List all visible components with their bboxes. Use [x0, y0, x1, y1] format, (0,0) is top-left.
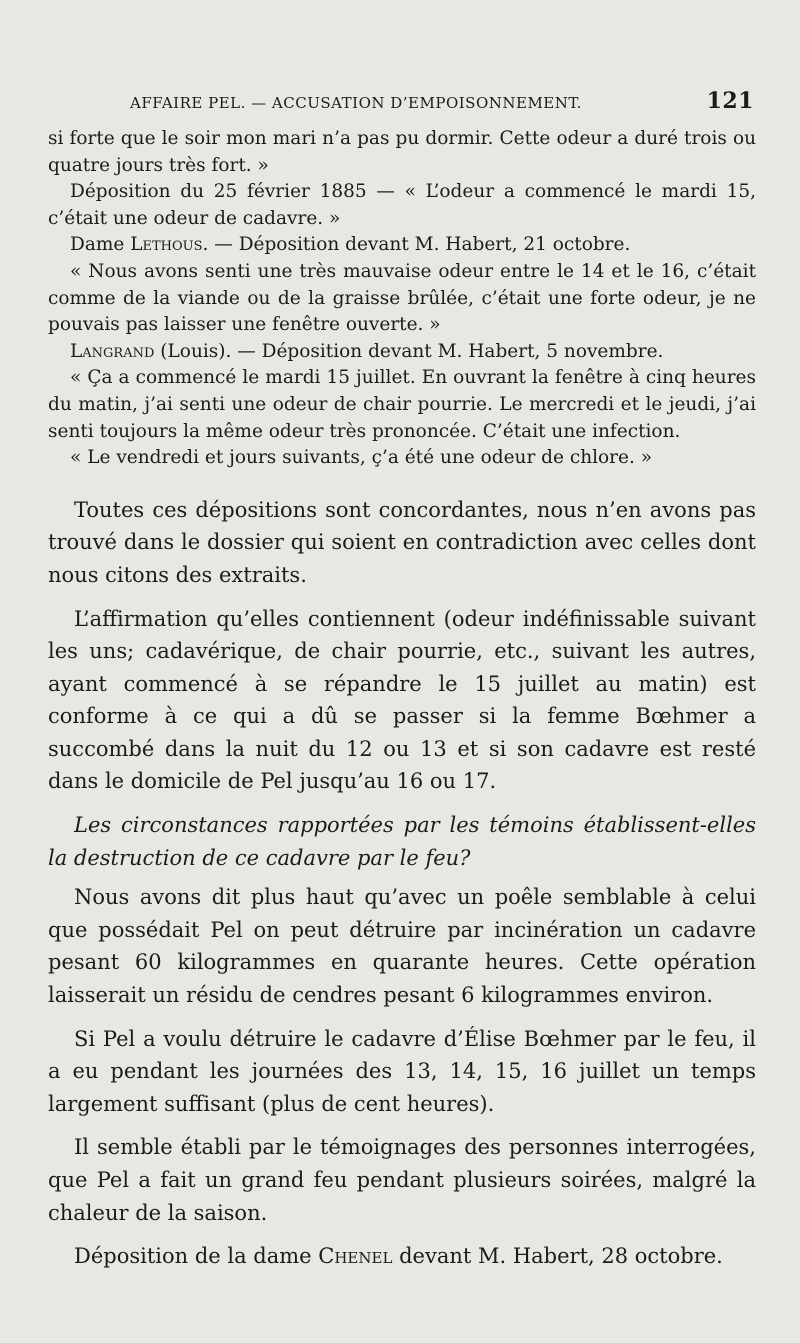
body-paragraph: Toutes ces dépositions sont concordantes, nous n’en avons pas trouvé dans le dossier qui soient en contradiction avec celles dont nous citons des extraits. — [48, 497, 756, 587]
running-head — [130, 88, 756, 118]
quote-paragraph: si forte que le soir mon mari n’a pas pu dormir. Cette odeur a duré trois ou quatre jours très fort. » — [48, 128, 756, 176]
body-paragraph: L’affirmation qu’elles contiennent (odeur indéfinissable suivant les uns; cadavérique, de chair pourrie, etc., suivant les autres, ayant commencé à se répandre le 15 juillet au matin) est conforme à ce qui a dû se passer si la femme Bœhmer a succombé dans la nuit du 12 ou 13 et si son cadavre est resté dans le domicile de Pel jusqu’au 16 ou 17. — [48, 606, 756, 794]
witness-name: Chenel — [318, 1244, 393, 1269]
quote-paragraph: Déposition du 25 février 1885 — « L’odeur a commencé le mardi 15, c’était une odeur de cadavre. » — [48, 181, 756, 229]
testimony-quotes — [48, 126, 756, 472]
body-paragraph: Il semble établi par le témoignages des personnes interrogées, que Pel a fait un grand feu pendant plusieurs soirées, malgré la chaleur de la saison. — [48, 1135, 756, 1225]
quote-paragraph: « Le vendredi et jours suivants, ç’a été une odeur de chlore. » — [70, 447, 653, 469]
page-body — [48, 126, 756, 1284]
page-number: 121 — [706, 88, 754, 114]
body-paragraph: Si Pel a voulu détruire le cadavre d’Élise Bœhmer par le feu, il a eu pendant les journées des 13, 14, 15, 16 juillet un temps largement suffisant (plus de cent heures). — [48, 1026, 756, 1116]
witness-name: Langrand — [70, 340, 155, 362]
section-question: Les circonstances rapportées par les témoins établissent-elles la destruction de ce cadavre par le feu? — [48, 813, 756, 870]
quote-paragraph: « Ça a commencé le mardi 15 juillet. En ouvrant la fenêtre à cinq heures du matin, j’ai senti une odeur de chair pourrie. Le mercredi et le jeudi, j’ai senti toujours la même odeur très prononcée. C’était une infection. — [48, 367, 756, 442]
body-paragraph: Nous avons dit plus haut qu’avec un poêle semblable à celui que possédait Pel on peut détruire par incinération un cadavre pesant 60 kilogrammes en quarante heures. Cette opération laisserait un résidu de cendres pesant 6 kilogrammes environ. — [48, 885, 756, 1008]
running-title: AFFAIRE PEL. — ACCUSATION D’EMPOISONNEMENT. — [130, 94, 582, 112]
main-text — [48, 494, 756, 1273]
quote-paragraph: « Nous avons senti une très mauvaise odeur entre le 14 et le 16, c’était comme de la viande ou de la graisse brûlée, c’était une forte odeur, je ne pouvais pas laisser une fenêtre ouverte. » — [48, 260, 756, 336]
witness-heading: Déposition de la dame Chenel devant M. Habert, 28 octobre. — [74, 1244, 723, 1269]
witness-heading: Langrand (Louis). — Déposition devant M. Habert, 5 novembre. — [70, 340, 664, 362]
witness-heading: Dame Lethous. — Déposition devant M. Habert, 21 octobre. — [70, 234, 631, 256]
witness-name: Lethous — [130, 234, 203, 256]
